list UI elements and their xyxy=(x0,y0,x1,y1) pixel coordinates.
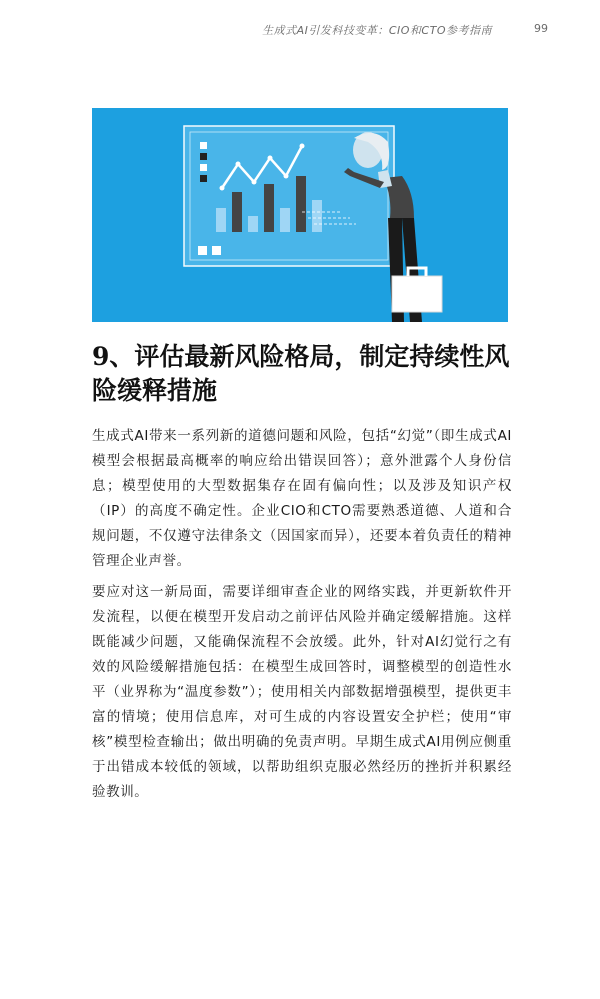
hero-trend-dot xyxy=(252,180,257,185)
hero-bar xyxy=(296,176,306,232)
hero-bar xyxy=(216,208,226,232)
body-paragraph: 要应对这一新局面，需要详细审查企业的网络实践，并更新软件开发流程，以便在模型开发启动之前评估风险并确定缓解措施。这样既能减少问题，又能确保流程不会放缓。此外，针对AI幻觉行之有效的风险缓解措施包括：在模型生成回答时，调整模型的创造性水平（业界称为“温度参数”）；使用相关内部数据增强模型，提供更丰富的情境；使用信息库，对可生成的内容设置安全护栏；使用“审核”模型检查输出；做出明确的免责声明。早期生成式AI用例应侧重于出错成本较低的领域，以帮助组织克服必然经历的挫折并积累经验教训。 xyxy=(92,584,512,800)
body-paragraph: 生成式AI带来一系列新的道德问题和风险，包括“幻觉”（即生成式AI模型会根据最高概率的响应给出错误回答）；意外泄露个人身份信息；模型使用的大型数据集存在固有偏向性；以及涉及知识产权（IP）的高度不确定性。企业CIO和CTO需要熟悉道德、人道和合规问题，不仅遵守法律条文（因国家而异），还要本着负责任的精神管理企业声誉。 xyxy=(92,428,512,569)
hero-illustration xyxy=(92,108,508,322)
hero-bar xyxy=(280,208,290,232)
hero-bar xyxy=(264,184,274,232)
legend-square xyxy=(200,142,207,149)
hero-trend-dot xyxy=(220,186,225,191)
running-header xyxy=(0,22,600,42)
board-button xyxy=(198,246,207,255)
hero-trend-dot xyxy=(236,162,241,167)
page-number: 99 xyxy=(534,22,548,35)
legend-square xyxy=(200,153,207,160)
briefcase xyxy=(392,276,442,312)
hero-bar xyxy=(232,192,242,232)
hero-bar xyxy=(312,200,322,232)
hero-illustration-svg xyxy=(92,108,508,322)
hero-trend-dot xyxy=(284,174,289,179)
hero-trend-dot xyxy=(268,156,273,161)
running-title: 生成式AI引发科技变革：CIO和CTO参考指南 xyxy=(262,24,492,37)
hero-bar xyxy=(248,216,258,232)
section-title: 9、评估最新风险格局，制定持续性风险缓释措施 xyxy=(92,342,510,405)
legend-square xyxy=(200,175,207,182)
hero-trend-dot xyxy=(300,144,305,149)
legend-square xyxy=(200,164,207,171)
board-button xyxy=(212,246,221,255)
